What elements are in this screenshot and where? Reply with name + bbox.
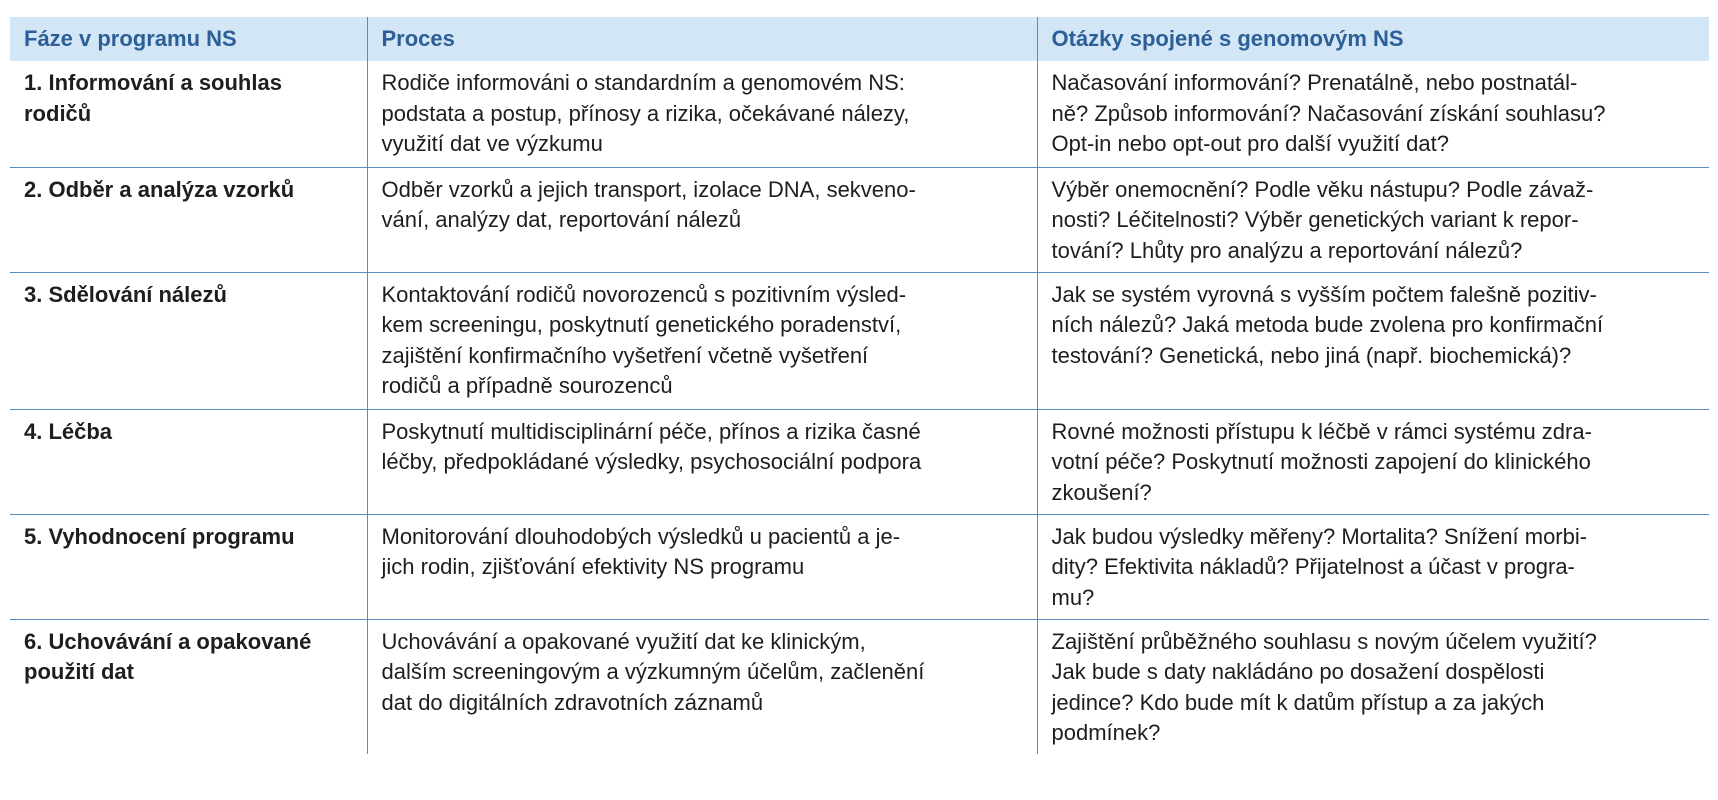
questions-cell	[1037, 409, 1709, 514]
cell-line: Načasování informování? Prenatálně, nebo postnatál-	[1051, 70, 1578, 95]
process-cell	[367, 272, 1037, 409]
cell-line: Uchovávání a opakované využití dat ke klinickým,	[381, 628, 866, 654]
table-header-row	[10, 17, 1709, 61]
cell-line: kem screeningu, poskytnutí genetického poradenství,	[381, 312, 902, 337]
phase-cell	[10, 167, 367, 272]
cell-line: rodičů	[24, 100, 92, 126]
cell-line: vání, analýzy dat, reportování nálezů	[381, 207, 742, 232]
table-row	[10, 409, 1709, 514]
cell-line: mu?	[1051, 584, 1095, 610]
cell-line: Kontaktování rodičů novorozenců s pozitivním výsled-	[381, 281, 907, 307]
table-row	[10, 167, 1709, 272]
table-row	[10, 619, 1709, 754]
cell-line: Rodiče informováni o standardním a genomovém NS:	[381, 70, 905, 95]
ns-phases-table	[10, 17, 1709, 754]
process-cell	[367, 61, 1037, 167]
cell-line: Jak budou výsledky měřeny? Mortalita? Snížení morbi-	[1051, 523, 1588, 549]
header-questions: Otázky spojené s genomovým NS	[1037, 17, 1709, 61]
cell-line: Jak bude s daty nakládáno po dosažení dospělosti	[1051, 659, 1545, 684]
cell-line: 4. Léčba	[24, 418, 113, 444]
cell-line: Rovné možnosti přístupu k léčbě v rámci systému zdra-	[1051, 418, 1592, 444]
cell-line: tování? Lhůty pro analýzu a reportování nálezů?	[1051, 237, 1523, 263]
cell-line: testování? Genetická, nebo jiná (např. biochemická)?	[1051, 342, 1572, 368]
phase-cell	[10, 619, 367, 754]
cell-line: 6. Uchovávání a opakované	[24, 628, 312, 654]
process-cell	[367, 619, 1037, 754]
phase-cell	[10, 514, 367, 619]
process-cell	[367, 409, 1037, 514]
questions-cell	[1037, 514, 1709, 619]
table-row	[10, 272, 1709, 409]
cell-line: dity? Efektivita nákladů? Přijatelnost a účast v progra-	[1051, 554, 1575, 579]
cell-line: nosti? Léčitelnosti? Výběr genetických variant k repor-	[1051, 207, 1579, 232]
cell-line: Odběr vzorků a jejich transport, izolace DNA, sekveno-	[381, 176, 916, 202]
cell-line: podstata a postup, přínosy a rizika, očekávané nálezy,	[381, 100, 910, 126]
questions-cell	[1037, 272, 1709, 409]
cell-line: ních nálezů? Jaká metoda bude zvolena pro konfirmační	[1051, 312, 1604, 337]
phase-cell	[10, 61, 367, 167]
cell-line: Monitorování dlouhodobých výsledků u pacientů a je-	[381, 523, 901, 549]
cell-line: zkoušení?	[1051, 479, 1152, 505]
cell-line: Jak se systém vyrovná s vyšším počtem falešně pozitiv-	[1051, 281, 1597, 307]
cell-line: Výběr onemocnění? Podle věku nástupu? Podle závaž-	[1051, 176, 1594, 202]
questions-cell	[1037, 619, 1709, 754]
cell-line: podmínek?	[1051, 720, 1161, 745]
questions-cell	[1037, 61, 1709, 167]
cell-line: léčby, předpokládané výsledky, psychosociální podpora	[381, 449, 922, 474]
cell-line: využití dat ve výzkumu	[381, 131, 603, 156]
cell-line: jich rodin, zjišťování efektivity NS programu	[381, 554, 805, 579]
process-cell	[367, 514, 1037, 619]
table-row	[10, 61, 1709, 167]
cell-line: Zajištění průběžného souhlasu s novým účelem využití?	[1051, 628, 1597, 654]
table-row	[10, 514, 1709, 619]
cell-line: jedince? Kdo bude mít k datům přístup a za jakých	[1051, 689, 1545, 715]
cell-line: dat do digitálních zdravotních záznamů	[381, 689, 764, 715]
questions-cell	[1037, 167, 1709, 272]
phase-cell	[10, 409, 367, 514]
cell-line: Opt-in nebo opt-out pro další využití dat?	[1051, 131, 1449, 156]
phase-cell	[10, 272, 367, 409]
ns-table-container	[10, 17, 1709, 754]
cell-line: zajištění konfirmačního vyšetření včetně vyšetření	[381, 342, 869, 368]
cell-line: 2. Odběr a analýza vzorků	[24, 176, 295, 202]
cell-line: ně? Způsob informování? Načasování získání souhlasu?	[1051, 100, 1606, 126]
cell-line: rodičů a případně sourozenců	[381, 373, 673, 398]
cell-line: Poskytnutí multidisciplinární péče, přínos a rizika časné	[381, 418, 921, 444]
cell-line: použití dat	[24, 659, 134, 684]
header-phase: Fáze v programu NS	[10, 17, 367, 61]
cell-line: 3. Sdělování nálezů	[24, 281, 227, 307]
process-cell	[367, 167, 1037, 272]
cell-line: 5. Vyhodnocení programu	[24, 523, 295, 549]
cell-line: 1. Informování a souhlas	[24, 70, 282, 95]
header-process: Proces	[367, 17, 1037, 61]
cell-line: dalším screeningovým a výzkumným účelům, začlenění	[381, 659, 925, 684]
cell-line: votní péče? Poskytnutí možnosti zapojení do klinického	[1051, 449, 1591, 474]
